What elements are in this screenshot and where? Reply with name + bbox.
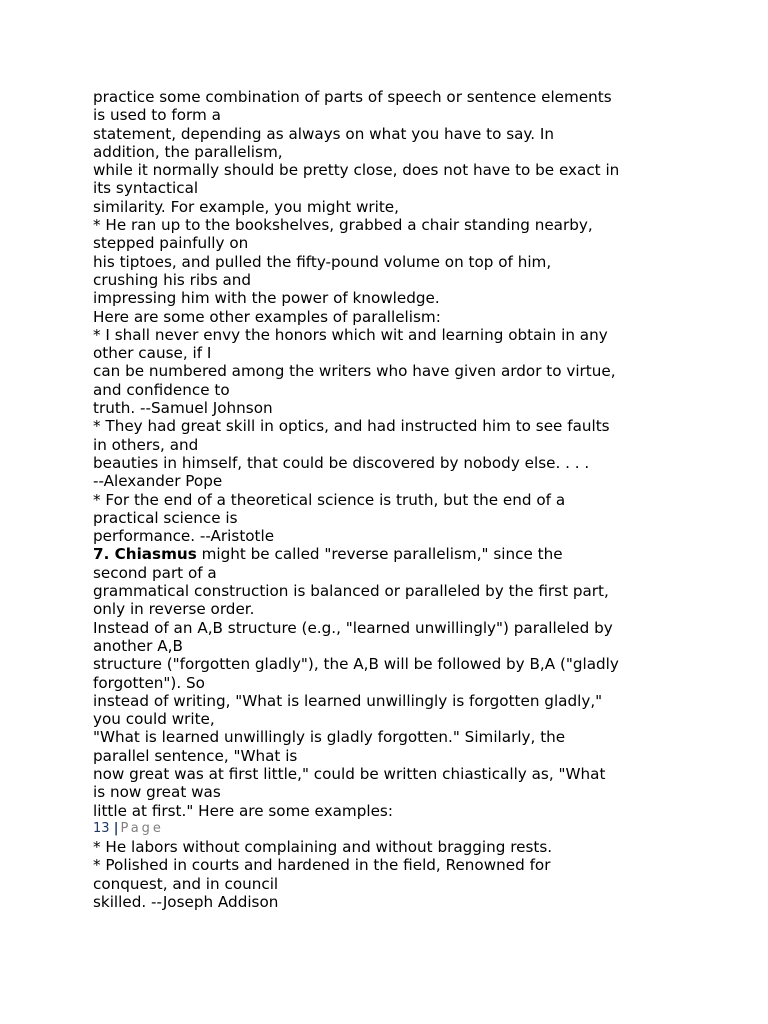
text-line: other cause, if I [93, 344, 212, 363]
text-line: grammatical construction is balanced or paralleled by the first part, [93, 582, 609, 601]
text-line: stepped painfully on [93, 234, 249, 253]
text-line: is now great was [93, 783, 221, 802]
text-line: * For the end of a theoretical science is truth, but the end of a [93, 490, 566, 509]
text-line: addition, the parallelism, [93, 142, 283, 161]
text-line: parallel sentence, "What is [93, 746, 298, 765]
text-line: now great was at first little," could be written chiastically as, "What [93, 764, 606, 783]
text-line: * They had great skill in optics, and had instructed him to see faults [93, 417, 610, 436]
text-line: only in reverse order. [93, 600, 255, 619]
text-line: conquest, and in council [93, 874, 279, 893]
text-line: --Alexander Pope [93, 472, 223, 491]
text-line: is used to form a [93, 106, 221, 125]
text-line: little at first." Here are some examples: [93, 801, 393, 820]
text-line: * Polished in courts and hardened in the field, Renowned for [93, 856, 551, 875]
text-line: its syntactical [93, 179, 199, 198]
text-line: * I shall never envy the honors which wit and learning obtain in any [93, 325, 608, 344]
text-line: structure ("forgotten gladly"), the A,B will be followed by B,A ("gladly [93, 655, 619, 674]
text-line: impressing him with the power of knowledge. [93, 289, 440, 308]
text-line: Instead of an A,B structure (e.g., "learned unwillingly") paralleled by [93, 618, 613, 637]
page-number: 13 [93, 820, 110, 836]
text-line: practice some combination of parts of speech or sentence elements [93, 88, 612, 106]
text-line: another A,B [93, 636, 183, 655]
page-separator: | [113, 820, 119, 836]
text-line: crushing his ribs and [93, 270, 252, 289]
text-line: his tiptoes, and pulled the fifty-pound volume on top of him, [93, 252, 552, 271]
text-block-bottom [93, 838, 733, 911]
text-line: "What is learned unwillingly is gladly forgotten." Similarly, the [93, 728, 566, 747]
text-line: truth. --Samuel Johnson [93, 399, 273, 418]
document-page [93, 88, 733, 911]
text-line: similarity. For example, you might write, [93, 197, 399, 216]
text-line: statement, depending as always on what you have to say. In [93, 124, 555, 143]
text-line: Here are some other examples of parallelism: [93, 307, 441, 326]
text-block-top [93, 88, 733, 545]
chiasmus-line [93, 545, 733, 563]
text-line: forgotten"). So [93, 673, 205, 692]
text-line: while it normally should be pretty close, does not have to be exact in [93, 161, 620, 180]
text-line: second part of a [93, 563, 217, 582]
text-line: * He labors without complaining and without bragging rests. [93, 838, 553, 857]
text-line: in others, and [93, 435, 199, 454]
text-line: performance. --Aristotle [93, 527, 275, 546]
text-line: practical science is [93, 508, 238, 527]
text-line: instead of writing, "What is learned unwillingly is forgotten gladly," [93, 691, 603, 710]
chiasmus-text: might be called "reverse parallelism," since the [196, 545, 563, 564]
text-line: beauties in himself, that could be discovered by nobody else. . . . [93, 453, 590, 472]
text-line: skilled. --Joseph Addison [93, 893, 279, 912]
text-line: you could write, [93, 710, 215, 729]
page-label: Page [120, 820, 164, 836]
chiasmus-heading: 7. Chiasmus [93, 545, 197, 564]
text-line: * He ran up to the bookshelves, grabbed a chair standing nearby, [93, 216, 593, 235]
text-block-middle [93, 564, 733, 820]
text-line: and confidence to [93, 380, 230, 399]
text-line: can be numbered among the writers who have given ardor to virtue, [93, 362, 616, 381]
page-footer [93, 820, 733, 838]
